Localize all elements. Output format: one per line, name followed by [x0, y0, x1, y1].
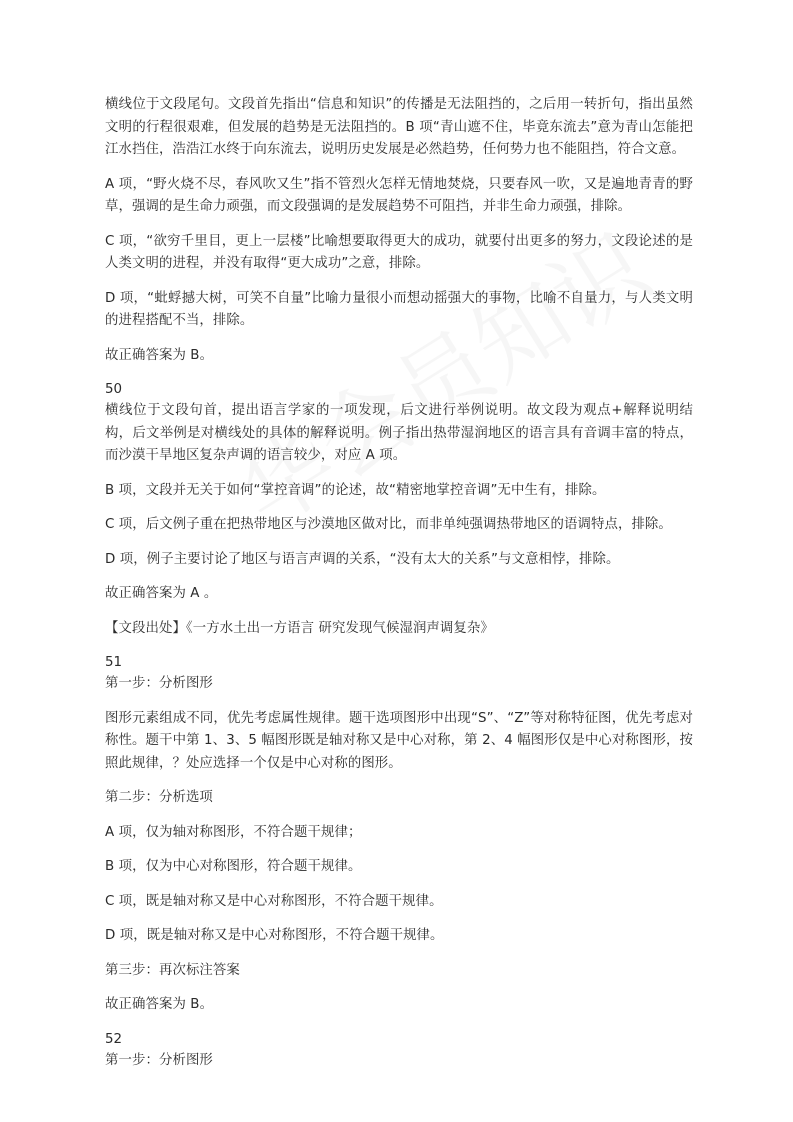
q51-step1: 第一步：分析图形 [105, 676, 213, 691]
q49-analysis-para: 横线位于文段尾句。文段首先指出“信息和知识”的传播是无法阻挡的，之后用一转折句，指出虽然文明的行程很艰难，但发展的趋势是无法阻挡的。B 项“青山遮不住，毕竟东流去”意为青山怎能把江水挡住，浩浩江水终于向东流去，说明历史发展是必然趋势，任何势力也不能阻挡，符合文意。 [105, 97, 693, 157]
q49-answer: 故正确答案为 B。 [105, 347, 214, 363]
q51-analysis-para: 图形元素组成不同，优先考虑属性规律。题干选项图形中出现“S”、“Z”等对称特征图，优先考虑对称性。题干中第 1、3、5 幅图形既是轴对称又是中心对称，第 2、4 幅图形仅是中心对称图形，按照此规律，？处应选择一个仅是中心对称的图形。 [105, 710, 693, 771]
q49-option-a: A 项，“野火烧不尽，春风吹又生”指不管烈火怎样无情地焚烧，只要春风一吹，又是遍地青青的野草，强调的是生命力顽强，而文段强调的是发展趋势不可阻挡，并非生命力顽强，排除。 [105, 176, 693, 214]
q49-option-d: D 项，“蚍蜉撼大树，可笑不自量”比喻力量很小而想动摇强大的事物，比喻不自量力，与人类文明的进程搭配不当，排除。 [105, 290, 693, 328]
q49-option-c: C 项，“欲穷千里目，更上一层楼”比喻想要取得更大的成功，就要付出更多的努力，文段论述的是人类文明的进程，并没有取得“更大成功”之意，排除。 [105, 233, 693, 271]
q51-option-c: C 项，既是轴对称又是中心对称图形，不符合题干规律。 [105, 893, 443, 909]
q50-analysis-para: 横线位于文段句首，提出语言学家的一项发现，后文进行举例说明。故文段为观点+解释说明结构，后文举例是对横线处的具体的解释说明。例子指出热带湿润地区的语言具有音调丰富的特点，而沙漠干旱地区复杂声调的语言较少，对应 A 项。 [105, 403, 693, 463]
q50-source: 【文段出处】《一方水土出一方语言 研究发现气候湿润声调复杂》 [105, 620, 494, 636]
q51-step2: 第二步：分析选项 [105, 790, 213, 805]
q50-option-c: C 项，后文例子重在把热带地区与沙漠地区做对比，而非单纯强调热带地区的语调特点，排除。 [105, 517, 672, 532]
q51-step3: 第三步：再次标注答案 [105, 962, 240, 978]
q51-option-a: A 项，仅为轴对称图形，不符合题干规律； [105, 824, 362, 840]
q51-option-b: B 项，仅为中心对称图形，符合题干规律。 [105, 859, 362, 874]
q52-step1: 第一步：分析图形 [105, 1052, 213, 1068]
q51-answer: 故正确答案为 B。 [105, 997, 214, 1012]
q50-option-b: B 项，文段并无关于如何“掌控音调”的论述，故“精密地掌控音调”无中生有，排除。 [105, 482, 606, 498]
document-page [105, 94, 693, 1072]
question-number-51: 51 [105, 655, 123, 670]
q50-answer: 故正确答案为 A 。 [105, 586, 218, 601]
q51-option-d: D 项，既是轴对称又是中心对称图形，不符合题干规律。 [105, 928, 444, 943]
question-number-50: 50 [105, 382, 123, 397]
q50-option-d: D 项，例子主要讨论了地区与语言声调的关系，“没有太大的关系”与文意相悖，排除。 [105, 551, 620, 567]
question-number-52: 52 [105, 1031, 123, 1047]
